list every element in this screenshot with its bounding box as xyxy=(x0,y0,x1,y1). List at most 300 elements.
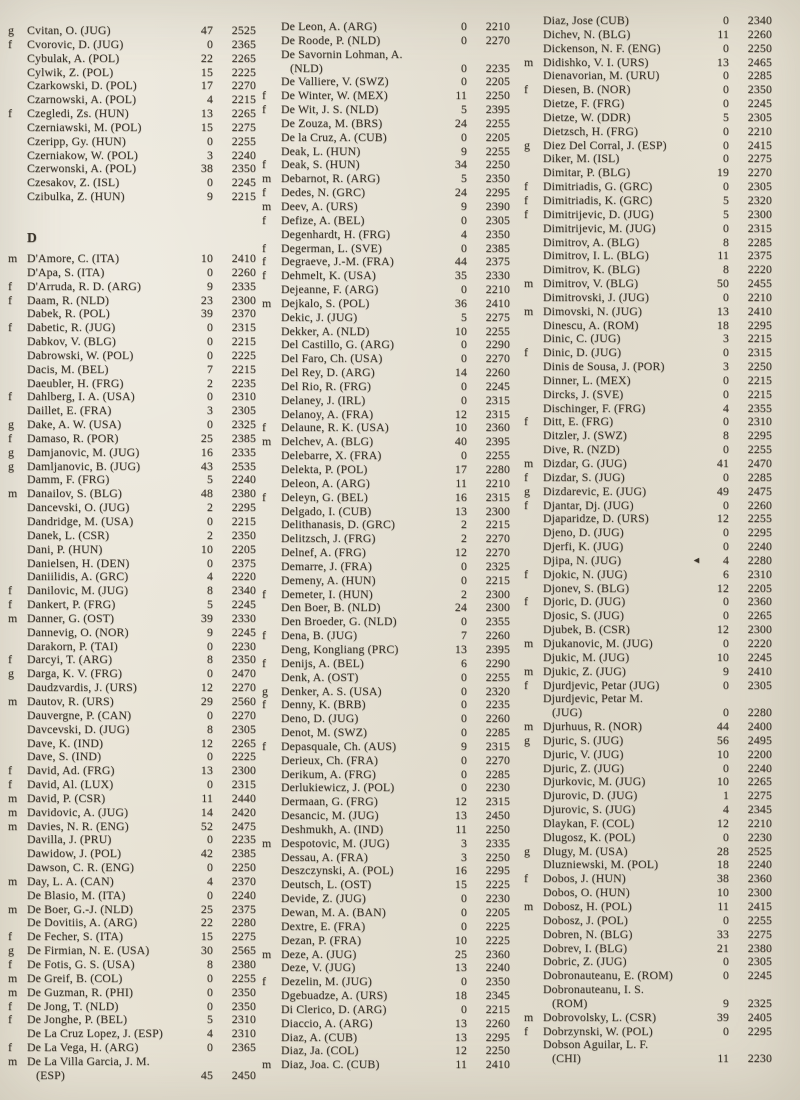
player-numbers xyxy=(704,969,772,983)
player-numbers xyxy=(704,208,772,222)
games-count: 39 xyxy=(200,306,213,321)
player-entry xyxy=(6,667,256,681)
title-prefix: m xyxy=(8,804,18,819)
player-numbers xyxy=(188,792,256,806)
player-name: Dircks, J. (SVE) xyxy=(543,387,624,401)
rating-value: 2285 xyxy=(485,725,510,740)
rating-value: 2225 xyxy=(231,64,256,79)
player-entry xyxy=(6,321,256,335)
rating-value: 2210 xyxy=(485,475,510,490)
player-numbers xyxy=(704,499,772,513)
player-numbers xyxy=(188,667,256,681)
games-count: 38 xyxy=(200,161,213,176)
player-numbers xyxy=(704,125,772,139)
rating-value: 2215 xyxy=(231,514,256,528)
rating-value: 2380 xyxy=(231,486,256,501)
rating-value: 2295 xyxy=(747,525,772,540)
player-numbers xyxy=(188,529,256,543)
games-count: 0 xyxy=(206,389,213,404)
player-name: Del Faro, Ch. (USA) xyxy=(281,352,383,366)
games-count: 7 xyxy=(460,628,467,643)
player-entry xyxy=(522,734,772,748)
title-prefix: f xyxy=(8,998,13,1013)
rating-value: 2215 xyxy=(747,331,772,346)
player-entry xyxy=(6,460,256,474)
games-count: 12 xyxy=(716,580,729,595)
games-count: 0 xyxy=(206,133,213,148)
rating-value: 2315 xyxy=(485,406,510,421)
rating-value: 2255 xyxy=(485,669,510,684)
rating-value: 2245 xyxy=(231,597,256,612)
player-numbers xyxy=(704,789,772,803)
games-count: 0 xyxy=(722,13,729,27)
title-prefix: f xyxy=(8,1040,13,1055)
title-prefix: m xyxy=(262,434,272,449)
player-numbers xyxy=(442,228,510,242)
player-numbers xyxy=(188,66,256,80)
player-entry xyxy=(260,1031,510,1045)
rating-value: 2235 xyxy=(231,832,256,847)
player-numbers xyxy=(442,864,510,878)
player-entry xyxy=(522,775,772,789)
title-prefix: f xyxy=(8,583,13,598)
player-numbers xyxy=(704,1052,772,1066)
rating-value: 2370 xyxy=(231,306,256,321)
games-count: 0 xyxy=(722,372,729,387)
title-prefix: f xyxy=(524,677,529,692)
games-count: 6 xyxy=(722,566,729,581)
title-prefix: g xyxy=(8,666,15,681)
games-count: 8 xyxy=(206,583,213,598)
player-numbers xyxy=(704,166,772,180)
rating-value: 2315 xyxy=(747,345,772,360)
player-name: Danailov, S. (BLG) xyxy=(27,487,122,501)
player-name: Dabek, R. (POL) xyxy=(27,307,110,321)
title-prefix: f xyxy=(524,594,529,609)
player-entry xyxy=(260,449,510,463)
player-name: Dehmelt, K. (USA) xyxy=(281,269,376,283)
player-numbers xyxy=(188,889,256,903)
player-name: Deze, V. (JUG) xyxy=(281,961,356,975)
player-numbers xyxy=(188,750,256,764)
rating-value: 2360 xyxy=(747,871,772,886)
player-entry xyxy=(6,190,256,204)
games-count: 2 xyxy=(460,531,467,546)
games-count: 13 xyxy=(454,1015,467,1030)
games-count: 1 xyxy=(722,788,729,803)
rating-value: 2210 xyxy=(747,289,772,304)
player-entry xyxy=(522,236,772,250)
games-count: 5 xyxy=(722,192,729,207)
rating-value: 2315 xyxy=(231,320,256,335)
player-numbers xyxy=(188,958,256,972)
player-name xyxy=(543,1038,704,1066)
player-name-line1: De Savornin Lohman, A. xyxy=(281,47,403,61)
player-name: De La Vega, H. (ARG) xyxy=(27,1041,139,1055)
title-prefix: g xyxy=(8,943,15,958)
rating-value: 2270 xyxy=(485,531,510,546)
rating-value: 2275 xyxy=(747,926,772,941)
player-name-line1: Dobson Aguilar, L. F. xyxy=(543,1038,649,1052)
player-numbers xyxy=(442,601,510,615)
player-name: Djonev, S. (BLG) xyxy=(543,581,630,595)
rating-value: 2285 xyxy=(747,234,772,249)
games-count: 9 xyxy=(460,738,467,753)
games-count: 14 xyxy=(200,804,213,819)
rating-value: 2225 xyxy=(485,918,510,933)
player-name: Derieux, Ch. (FRA) xyxy=(281,753,379,767)
player-numbers xyxy=(188,653,256,667)
player-numbers xyxy=(704,97,772,111)
games-count: 13 xyxy=(454,503,467,518)
player-numbers xyxy=(704,720,772,734)
player-numbers xyxy=(442,158,510,172)
games-count: 0 xyxy=(460,614,467,629)
player-name: Demeter, I. (HUN) xyxy=(281,587,373,601)
rating-value: 2215 xyxy=(747,372,772,387)
player-name: Dauvergne, P. (CAN) xyxy=(27,708,132,722)
games-count: 13 xyxy=(200,106,213,121)
games-count: 5 xyxy=(722,109,729,124)
games-count: 2 xyxy=(206,527,213,542)
rating-value: 2220 xyxy=(747,262,772,277)
player-name: Djokic, N. (JUG) xyxy=(543,567,628,581)
games-count: 39 xyxy=(716,1009,729,1024)
rating-value: 2215 xyxy=(747,386,772,401)
player-numbers xyxy=(442,740,510,754)
player-name: Djurkovic, M. (JUG) xyxy=(543,775,646,789)
rating-value: 2260 xyxy=(747,26,772,41)
player-numbers xyxy=(704,540,772,554)
player-name-line2: (ROM) xyxy=(552,995,588,1010)
games-count: 0 xyxy=(460,918,467,933)
player-numbers xyxy=(188,875,256,889)
player-entry xyxy=(522,346,772,360)
player-numbers xyxy=(188,778,256,792)
rating-value: 2395 xyxy=(485,641,510,656)
games-count: 10 xyxy=(716,649,729,664)
player-entry xyxy=(6,107,256,121)
player-entry xyxy=(260,518,510,532)
games-count: 0 xyxy=(206,514,213,528)
rating-value: 2270 xyxy=(747,165,772,180)
rating-value: 2275 xyxy=(747,151,772,166)
games-count: 0 xyxy=(460,905,467,919)
player-name: Davilla, J. (PRU) xyxy=(27,833,112,847)
games-count: 11 xyxy=(717,1051,729,1066)
player-name: Dinis de Sousa, J. (POR) xyxy=(543,360,665,374)
games-count: 0 xyxy=(722,635,729,650)
games-count: 0 xyxy=(206,320,213,335)
player-numbers xyxy=(188,418,256,432)
player-name: Diaz, A. (CUB) xyxy=(281,1030,358,1044)
player-entry xyxy=(522,540,772,554)
rating-value: 2240 xyxy=(747,857,772,872)
player-name: Diaz, Jose (CUB) xyxy=(543,14,629,27)
player-name: Demarre, J. (FRA) xyxy=(281,559,373,573)
player-numbers xyxy=(188,944,256,958)
title-prefix: f xyxy=(8,763,13,778)
rating-value: 2255 xyxy=(747,912,772,927)
title-prefix: g xyxy=(8,23,15,37)
player-entry xyxy=(522,886,772,900)
games-count: 0 xyxy=(460,74,467,89)
player-name: Deak, S. (HUN) xyxy=(281,158,360,172)
title-prefix: f xyxy=(262,697,267,712)
player-entry xyxy=(6,626,256,640)
player-entry xyxy=(260,89,510,103)
player-numbers xyxy=(704,872,772,886)
player-name: Djukanovic, M. (JUG) xyxy=(543,636,653,650)
player-entry xyxy=(6,806,256,820)
games-count: 0 xyxy=(206,36,213,51)
player-numbers xyxy=(188,487,256,501)
title-prefix: f xyxy=(8,652,13,667)
games-count: 0 xyxy=(722,497,729,512)
player-name: Dive, R. (NZD) xyxy=(543,443,620,457)
games-count: 4 xyxy=(722,552,729,567)
rating-value: 2395 xyxy=(485,102,510,117)
player-name: Dischinger, F. (FRG) xyxy=(543,401,646,415)
player-entry xyxy=(260,851,510,865)
rating-value: 2205 xyxy=(485,905,510,919)
rating-value: 2465 xyxy=(747,54,772,69)
player-name: Dienavorian, M. (URU) xyxy=(543,69,660,83)
games-count: 9 xyxy=(460,143,467,158)
player-name: Dermaan, G. (FRG) xyxy=(281,795,378,809)
player-entry xyxy=(6,473,256,487)
rating-value: 2250 xyxy=(485,821,510,836)
player-entry xyxy=(522,900,772,914)
player-numbers xyxy=(704,471,772,485)
rating-value: 2275 xyxy=(231,929,256,944)
title-prefix: f xyxy=(262,185,267,200)
player-name: Cvitan, O. (JUG) xyxy=(27,24,111,37)
player-name: Dimitriadis, K. (GRC) xyxy=(543,193,653,207)
title-prefix: m xyxy=(8,790,18,805)
games-count: 5 xyxy=(460,102,467,117)
games-count: 8 xyxy=(722,428,729,443)
games-count: 25 xyxy=(454,946,467,961)
games-count: 24 xyxy=(454,115,467,130)
player-numbers xyxy=(188,38,256,52)
player-entry xyxy=(522,180,772,194)
player-numbers xyxy=(188,598,256,612)
player-name: Dawson, C. R. (ENG) xyxy=(27,861,135,875)
games-count: 18 xyxy=(716,317,729,332)
player-numbers xyxy=(704,83,772,97)
player-entry xyxy=(6,820,256,834)
title-prefix: m xyxy=(524,276,534,291)
player-numbers xyxy=(704,402,772,416)
player-entry xyxy=(6,875,256,889)
games-count: 0 xyxy=(460,725,467,740)
player-name: Dextre, E. (FRA) xyxy=(281,919,366,933)
rating-value: 2255 xyxy=(485,115,510,130)
rating-value: 2305 xyxy=(485,212,510,227)
player-numbers xyxy=(442,1058,510,1072)
games-count: 0 xyxy=(206,749,213,764)
player-numbers xyxy=(704,14,772,28)
player-entry xyxy=(522,152,772,166)
games-count: 0 xyxy=(460,974,467,989)
games-count: 0 xyxy=(206,347,213,362)
games-count: 0 xyxy=(722,912,729,927)
rating-value: 2260 xyxy=(231,264,256,279)
games-count: 0 xyxy=(206,334,213,349)
player-name: Dimitrov, I. L. (BLG) xyxy=(543,249,649,263)
player-numbers xyxy=(188,107,256,121)
player-name: Davidovic, A. (JUG) xyxy=(27,805,129,819)
title-prefix: m xyxy=(262,171,272,186)
games-count: 15 xyxy=(200,64,213,79)
rating-value: 2295 xyxy=(485,863,510,878)
rating-value: 2335 xyxy=(231,444,256,459)
player-entry xyxy=(260,1017,510,1031)
rating-value: 2215 xyxy=(485,1001,510,1016)
player-numbers xyxy=(704,194,772,208)
player-name: Danielsen, H. (DEN) xyxy=(27,556,130,570)
player-entry xyxy=(260,726,510,740)
rating-value: 2350 xyxy=(231,527,256,542)
games-count: 0 xyxy=(722,96,729,111)
games-count: 0 xyxy=(722,954,729,969)
games-count: 15 xyxy=(454,877,467,892)
player-entry xyxy=(522,762,772,776)
rating-value: 2280 xyxy=(747,705,772,720)
player-name: Dannevig, O. (NOR) xyxy=(27,625,129,639)
player-name: De Dovitiis, A. (ARG) xyxy=(27,916,138,930)
player-entry xyxy=(6,501,256,515)
player-name: Djantar, Dj. (JUG) xyxy=(543,498,634,512)
rating-value: 2285 xyxy=(747,469,772,484)
rating-value: 2245 xyxy=(485,378,510,393)
player-name: Dena, B. (JUG) xyxy=(281,629,358,643)
player-name: Dejkalo, S. (POL) xyxy=(281,296,370,310)
rating-value: 2270 xyxy=(231,707,256,722)
rating-value: 2305 xyxy=(231,721,256,736)
games-count: 0 xyxy=(460,448,467,463)
player-numbers xyxy=(704,69,772,83)
rating-value: 2470 xyxy=(747,456,772,470)
player-name: Dietzsch, H. (FRG) xyxy=(543,124,639,138)
player-entry xyxy=(522,402,772,416)
player-numbers xyxy=(188,52,256,66)
player-name: Darakorn, P. (TAI) xyxy=(27,639,118,653)
rating-value: 2220 xyxy=(747,635,772,650)
player-numbers xyxy=(188,916,256,930)
rating-value: 2320 xyxy=(747,192,772,207)
player-name: Dimitrov, K. (BLG) xyxy=(543,263,640,277)
player-entry xyxy=(6,280,256,294)
games-count: 21 xyxy=(716,940,729,955)
rating-value: 2450 xyxy=(485,808,510,823)
games-count: 0 xyxy=(206,707,213,722)
games-count: 34 xyxy=(454,157,467,172)
player-entry xyxy=(522,692,772,720)
player-name: De la Cruz, A. (CUB) xyxy=(281,130,387,144)
player-entry xyxy=(6,363,256,377)
player-entry xyxy=(6,833,256,847)
player-entry xyxy=(522,582,772,596)
player-numbers xyxy=(704,831,772,845)
player-entry xyxy=(260,588,510,602)
player-numbers xyxy=(188,266,256,280)
rating-value: 2295 xyxy=(485,185,510,200)
rating-value: 2280 xyxy=(231,915,256,930)
rating-value: 2415 xyxy=(747,137,772,152)
player-name: Dimovski, N. (JUG) xyxy=(543,304,643,318)
player-numbers xyxy=(704,332,772,346)
rating-value: 2265 xyxy=(231,735,256,750)
title-prefix: m xyxy=(524,303,534,318)
player-numbers xyxy=(188,737,256,751)
player-name: Daniilidis, A. (GRC) xyxy=(27,570,129,584)
player-numbers xyxy=(188,861,256,875)
games-count: 13 xyxy=(454,641,467,656)
player-name: Dobrev, I. (BLG) xyxy=(543,941,628,955)
rating-value: 2245 xyxy=(747,968,772,983)
player-entry xyxy=(522,928,772,942)
player-numbers xyxy=(704,679,772,693)
player-name: Del Rey, D. (ARG) xyxy=(281,366,375,380)
player-name: Denny, K. (BRB) xyxy=(281,698,366,712)
player-name: Dandridge, M. (USA) xyxy=(27,515,134,528)
title-prefix: f xyxy=(524,566,529,581)
title-prefix: f xyxy=(524,82,529,97)
player-name: Dizdarevic, E. (JUG) xyxy=(543,484,647,498)
games-count: 19 xyxy=(716,165,729,180)
games-count: 0 xyxy=(460,378,467,393)
player-numbers xyxy=(188,626,256,640)
games-count: 12 xyxy=(454,794,467,809)
games-count: 52 xyxy=(200,818,213,833)
title-prefix: f xyxy=(8,389,13,404)
rating-value: 2355 xyxy=(747,400,772,415)
rating-value: 2300 xyxy=(485,600,510,615)
rating-value: 2365 xyxy=(231,1040,256,1055)
rating-value: 2310 xyxy=(231,389,256,404)
player-numbers xyxy=(442,172,510,186)
games-count: 29 xyxy=(200,693,213,708)
player-numbers xyxy=(442,809,510,823)
player-numbers xyxy=(442,768,510,782)
title-prefix: f xyxy=(262,157,267,172)
title-prefix: f xyxy=(262,240,267,255)
rating-value: 2495 xyxy=(747,732,772,747)
rating-value: 2225 xyxy=(485,877,510,892)
player-numbers xyxy=(442,20,510,34)
games-count: 0 xyxy=(206,175,213,190)
player-entry xyxy=(522,1011,772,1025)
player-name: De Jong, T. (NLD) xyxy=(27,999,119,1013)
player-entry xyxy=(6,944,256,958)
player-name: Djurovic, D. (JUG) xyxy=(543,789,638,803)
player-name xyxy=(27,1055,188,1083)
rating-value: 2410 xyxy=(485,295,510,310)
player-numbers xyxy=(188,1000,256,1014)
rating-value: 2360 xyxy=(485,946,510,961)
player-entry xyxy=(260,158,510,172)
rating-value: 2280 xyxy=(485,462,510,476)
player-name: Dahlberg, I. A. (USA) xyxy=(27,390,135,404)
player-name: Deleyn, G. (BEL) xyxy=(281,490,368,504)
rating-value: 2260 xyxy=(747,497,772,512)
player-numbers xyxy=(442,685,510,699)
games-count: 49 xyxy=(716,483,729,498)
player-numbers xyxy=(188,432,256,446)
player-entry xyxy=(260,712,510,726)
